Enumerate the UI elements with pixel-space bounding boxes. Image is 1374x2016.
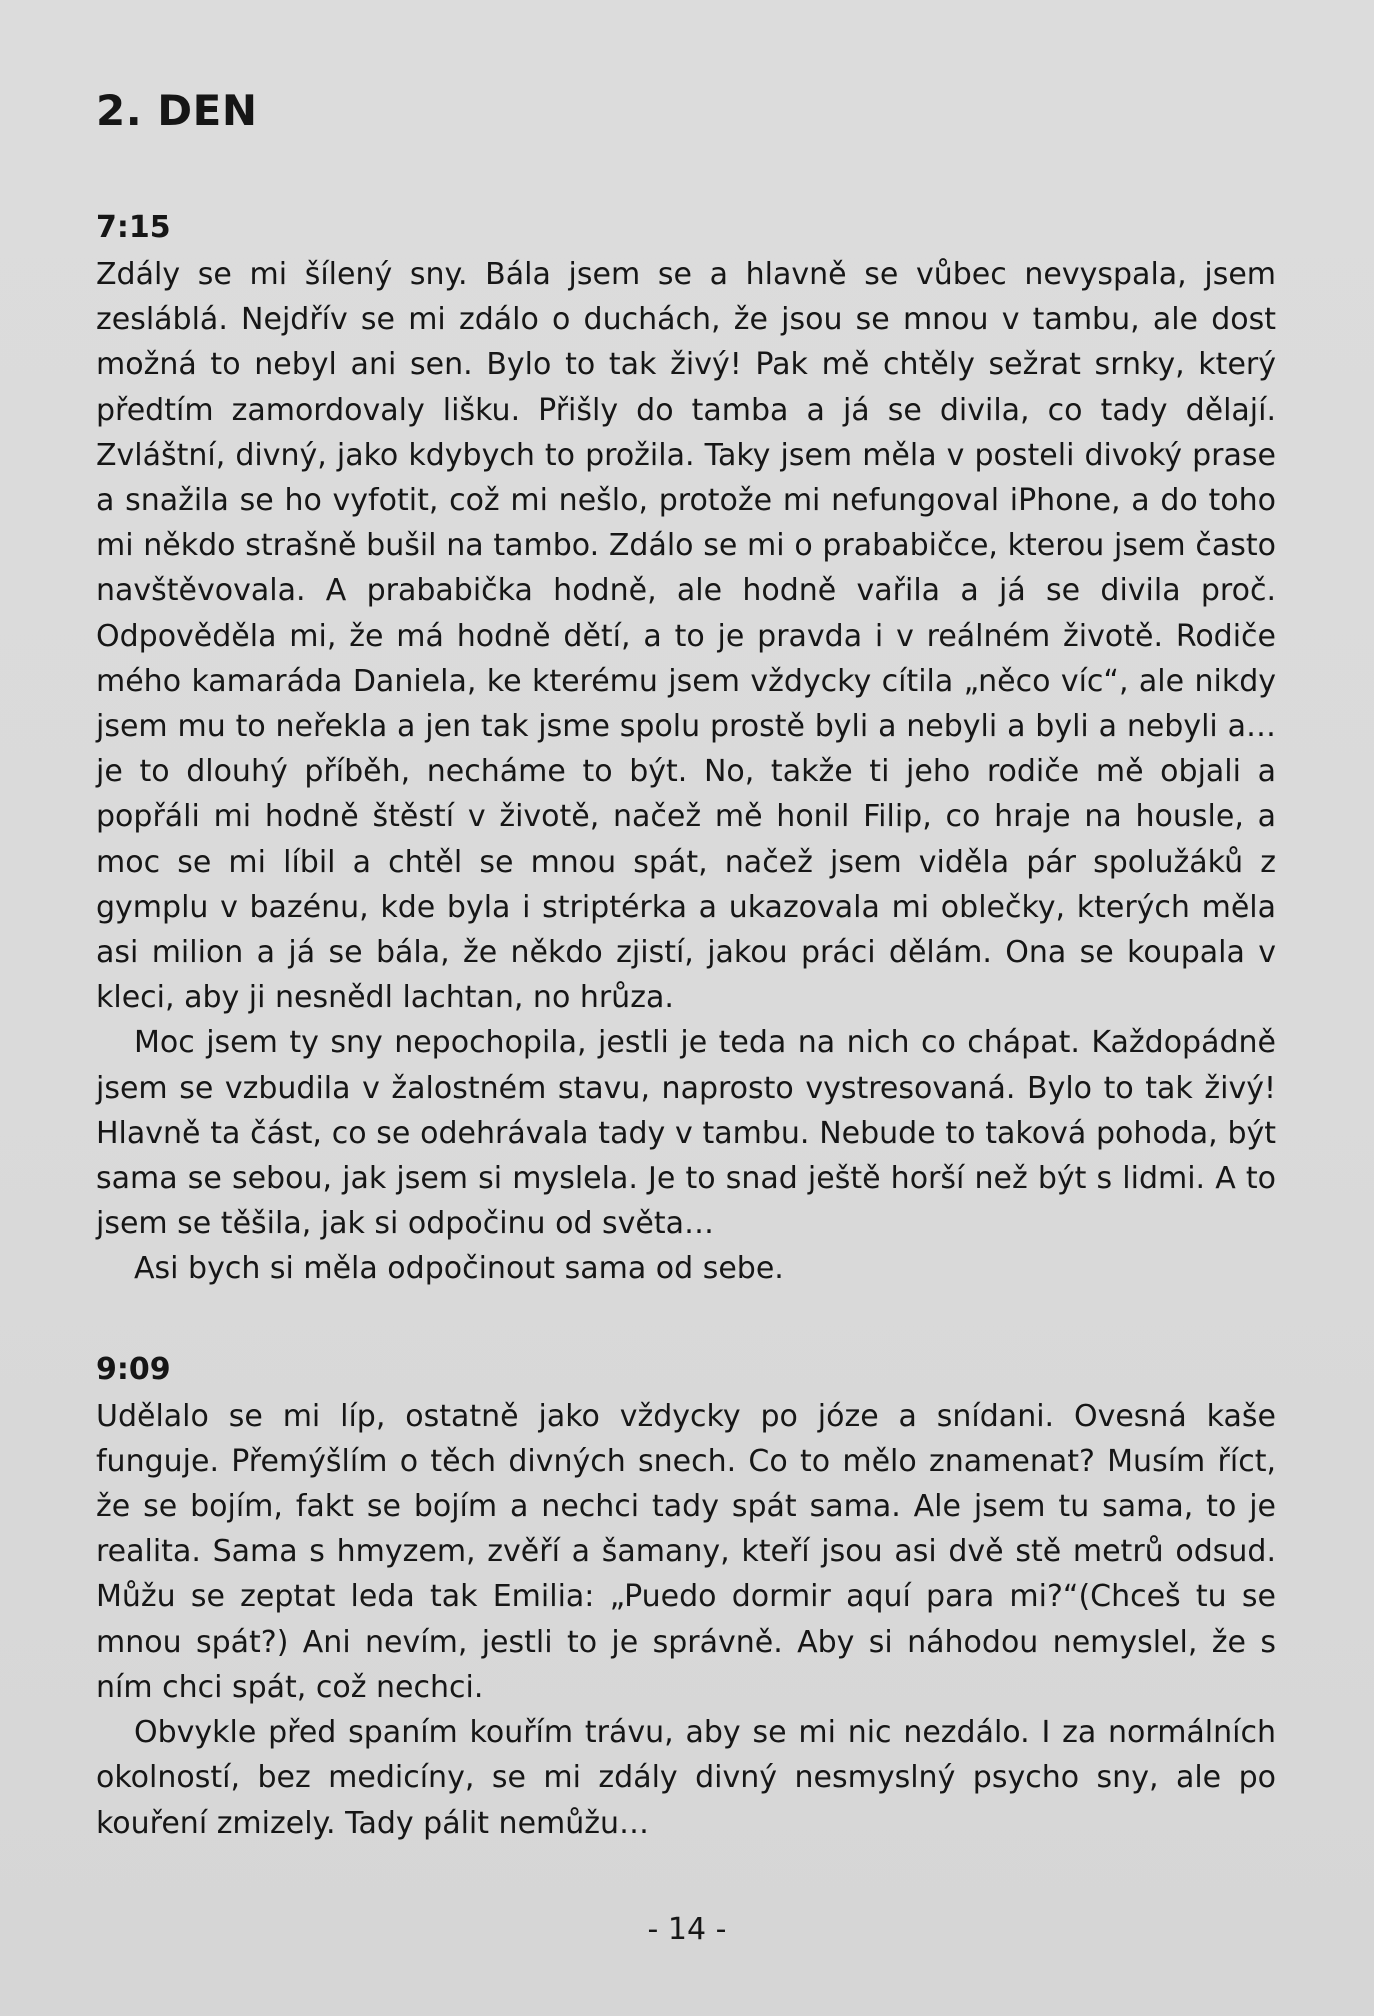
- entry-paragraph: Asi bych si měla odpočinout sama od sebe.: [134, 1251, 784, 1287]
- entry-time: 9:09: [96, 1351, 171, 1387]
- page-content: [96, 84, 1276, 1904]
- entry-paragraph: Obvykle před spaním kouřím trávu, aby se mi nic nezdálo. I za normálních okolností, bez medicíny, se mi zdály divný nesmyslný psycho sny, ale po kouření zmizely. Tady pálit nemůžu…: [96, 1715, 1276, 1841]
- diary-entry-2: [96, 1350, 1276, 1846]
- entry-paragraph: Zdály se mi šílený sny. Bála jsem se a hlavně se vůbec nevyspala, jsem zesláblá. Nejdřív se mi zdálo o duchách, že jsou se mnou v tambu, ale dost možná to nebyl ani sen. Bylo to tak živý! Pak mě chtěly sežrat srnky, který předtím zamordovaly lišku. Přišly do tamba a já se divila, co tady dělají. Zvláštní, divný, jako kdybych to prožila. Taky jsem měla v posteli divoký prase a snažila se ho vyfotit, což mi nešlo, protože mi nefungoval iPhone, a do toho mi někdo strašně bušil na tambo. Zdálo se mi o prababičce, kterou jsem často navštěvovala. A prababička hodně, ale hodně vařila a já se divila proč. Odpověděla mi, že má hodně dětí, a to je pravda i v reálném životě. Rodiče mého kamaráda Daniela, ke kterému jsem vždycky cítila „něco víc“, ale nikdy jsem mu to neřekla a jen tak jsme spolu prostě byli a nebyli a byli a nebyli a… je to dlouhý příběh, necháme to být. No, takže ti jeho rodiče mě objali a popřáli mi hodně štěstí v životě, načež mě honil Filip, co hraje na housle, a moc se mi líbil a chtěl se mnou spát, načež jsem viděla pár spolužáků z gymplu v bazénu, kde byla i striptérka a ukazovala mi oblečky, kterých měla asi milion a já se bála, že někdo zjistí, jakou práci dělám. Ona se koupala v kleci, aby ji nesnědl lachtan, no hrůza.: [96, 257, 1276, 1016]
- entry-time: 7:15: [96, 210, 171, 245]
- entry-paragraph: Moc jsem ty sny nepochopila, jestli je teda na nich co chápat. Každopádně jsem se vzbudila v žalostném stavu, naprosto vystresovaná. Bylo to tak živý! Hlavně ta část, co se odehrávala tady v tambu. Nebude to taková pohoda, být sama se sebou, jak jsem si myslela. Je to snad ještě horší než být s lidmi. A to jsem se těšila, jak si odpočinu od světa…: [96, 1025, 1276, 1242]
- chapter-title: 2. DEN: [96, 86, 258, 135]
- page-number: - 14 -: [647, 1912, 727, 1947]
- diary-entry-1: [96, 208, 1276, 1292]
- entry-paragraph: Udělalo se mi líp, ostatně jako vždycky po józe a snídani. Ovesná kaše funguje. Přemýšlím o těch divných snech. Co to mělo znamenat? Musím říct, že se bojím, fakt se bojím a nechci tady spát sama. Ale jsem tu sama, to je realita. Sama s hmyzem, zvěří a šamany, kteří jsou asi dvě stě metrů odsud. Můžu se zeptat leda tak Emilia: „Puedo dormir aquí para mi?“(Chceš tu se mnou spát?) Ani nevím, jestli to je správně. Aby si náhodou nemyslel, že s ním chci spát, což nechci.: [96, 1398, 1276, 1705]
